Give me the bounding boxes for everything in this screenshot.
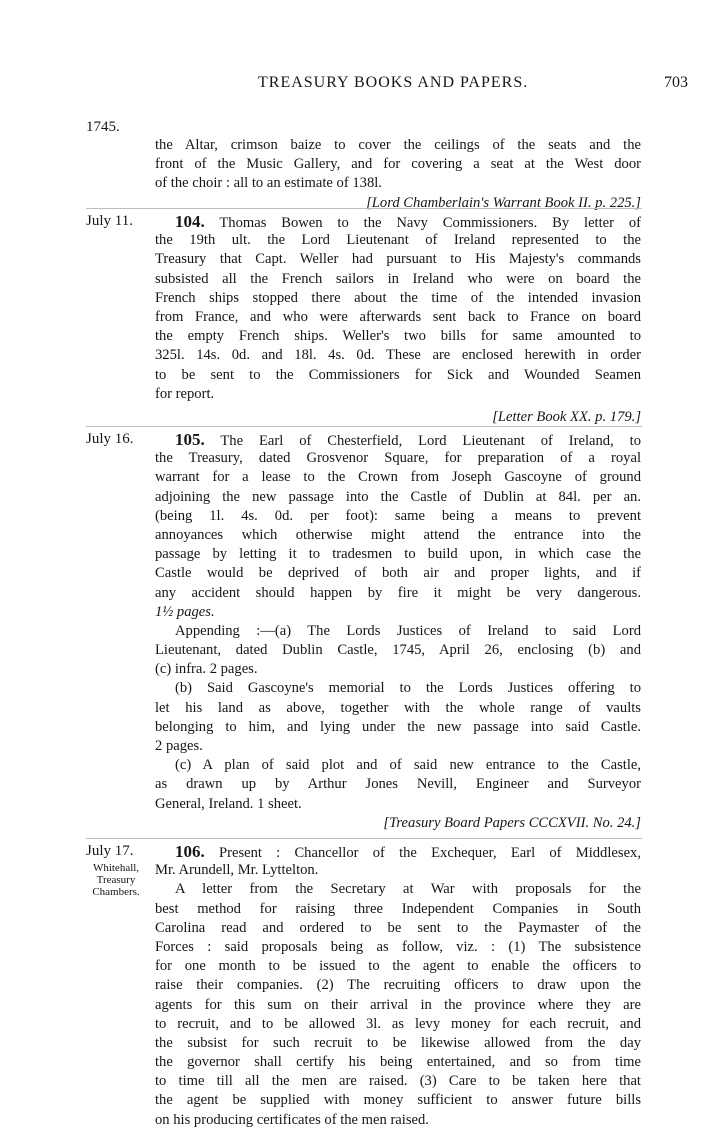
entry-104 bbox=[155, 212, 641, 427]
text-line: 106. Present : Chancellor of the Exchequer, Earl of Middlesex, bbox=[175, 842, 641, 861]
text-line: any accident should happen by fire it might be very dangerous. bbox=[155, 584, 641, 601]
text-line: from France, and who were afterwards sent back to France on board bbox=[155, 308, 641, 325]
text-line: as drawn up by Arthur Jones Nevill, Engineer and Surveyor bbox=[155, 776, 641, 793]
text-line: for one month to be issued to the agent to enable the officers to bbox=[155, 958, 641, 975]
citation: [Letter Book XX. p. 179.] bbox=[492, 408, 641, 425]
page-number: 703 bbox=[664, 74, 688, 91]
text-line: Mr. Arundell, Mr. Lyttelton. bbox=[155, 862, 319, 879]
entry-105 bbox=[155, 430, 641, 833]
page-header bbox=[0, 74, 722, 98]
entry-divider bbox=[86, 208, 642, 209]
margin-year: 1745. bbox=[86, 119, 120, 135]
text-line: front of the Music Gallery, and for covering a seat at the West door bbox=[155, 156, 641, 173]
text-line: to time till all the men are raised. (3) Care to be taken here that bbox=[155, 1073, 641, 1090]
text-line: belonging to him, and lying under the new passage into said Castle. bbox=[155, 718, 641, 735]
text-line: the Altar, crimson baize to cover the ceilings of the seats and the bbox=[155, 137, 641, 153]
text-line: on his producing certificates of the men raised. bbox=[155, 1111, 429, 1128]
page-count: 1½ pages. bbox=[155, 603, 215, 620]
citation: [Lord Chamberlain's Warrant Book II. p. 225.] bbox=[366, 194, 641, 211]
text-line: (c) infra. 2 pages. bbox=[155, 661, 258, 678]
margin-date: July 16. bbox=[86, 431, 134, 447]
text-line: 325l. 14s. 0d. and 18l. 4s. 0d. These are enclosed herewith in order bbox=[155, 347, 641, 364]
entry-continuation bbox=[155, 136, 641, 213]
text-line: best method for raising three Independent Companies in South bbox=[155, 900, 641, 917]
text-line: the empty French ships. Weller's two bills for same amounted to bbox=[155, 328, 641, 345]
text-line: A letter from the Secretary at War with proposals for the bbox=[175, 881, 641, 898]
text-line: the subsist for such recruit to be likewise allowed from the day bbox=[155, 1034, 641, 1051]
entry-divider bbox=[86, 838, 642, 839]
text-line: the governor shall certify his being entertained, and so from time bbox=[155, 1054, 641, 1071]
text-line: Appending :—(a) The Lords Justices of Ireland to said Lord bbox=[175, 622, 641, 639]
text-line: adjoining the new passage into the Castle of Dublin at 84l. per an. bbox=[155, 488, 641, 505]
text-line: 104. Thomas Bowen to the Navy Commissioners. By letter of bbox=[175, 212, 642, 231]
entry-divider bbox=[86, 426, 642, 427]
text-line: Castle would be deprived of both air and proper lights, and if bbox=[155, 565, 641, 582]
text-line: the 19th ult. the Lord Lieutenant of Ireland represented to the bbox=[155, 232, 641, 249]
text-line: Carolina read and ordered to be sent to the Paymaster of the bbox=[155, 919, 641, 936]
citation: [Treasury Board Papers CCCXVII. No. 24.] bbox=[383, 814, 641, 831]
margin-date-text: July 17. bbox=[86, 843, 134, 859]
text-line: for report. bbox=[155, 385, 215, 402]
margin-date bbox=[86, 842, 148, 861]
text-line: Forces : said proposals being as follow, viz. : (1) The subsistence bbox=[155, 938, 641, 955]
entry-number: 106. bbox=[175, 842, 205, 861]
entry-106 bbox=[155, 842, 641, 1130]
text-line: subsisted all the French sailors in Ireland who were on board the bbox=[155, 270, 641, 287]
text-line: raise their companies. (2) The recruiting officers to draw upon the bbox=[155, 977, 641, 994]
text-line: passage by letting it to tradesmen to build upon, in which case the bbox=[155, 546, 641, 563]
margin-place-line: Chambers. bbox=[92, 886, 140, 898]
text-line: let his land as above, together with the whole range of vaults bbox=[155, 699, 641, 716]
text-line: 2 pages. bbox=[155, 738, 203, 754]
running-title: TREASURY BOOKS AND PAPERS. bbox=[258, 74, 529, 91]
text-line: the Treasury, dated Grosvenor Square, for preparation of a royal bbox=[155, 450, 641, 467]
text-line: Lieutenant, dated Dublin Castle, 1745, April 26, enclosing (b) and bbox=[155, 642, 641, 659]
text-line: French ships stopped there about the time of the intended invasion bbox=[155, 289, 641, 306]
margin-place bbox=[86, 862, 146, 898]
text-line: of the choir : all to an estimate of 138l. bbox=[155, 175, 382, 192]
text-line: to be sent to the Commissioners for Sick and Wounded Seamen bbox=[155, 366, 641, 383]
text-line: agents for this sum on their arrival in the province where they are bbox=[155, 996, 641, 1013]
text-line: (being 1l. 4s. 0d. per foot): same being a means to prevent bbox=[155, 507, 641, 524]
margin-date: July 11. bbox=[86, 213, 133, 229]
text-line: (b) Said Gascoyne's memorial to the Lords Justices offering to bbox=[175, 680, 641, 697]
text-line: the agent be supplied with money sufficient to answer future bills bbox=[155, 1092, 641, 1109]
text-line: Treasury that Capt. Weller had pursuant to His Majesty's commands bbox=[155, 251, 641, 268]
margin-place-line: Whitehall, bbox=[92, 862, 140, 874]
text-line: General, Ireland. 1 sheet. bbox=[155, 795, 302, 812]
text-line: warrant for a lease to the Crown from Joseph Gascoyne of ground bbox=[155, 469, 641, 486]
entry-number: 105. bbox=[175, 430, 205, 449]
text-line: to recruit, and to be allowed 3l. as levy money for each recruit, and bbox=[155, 1015, 641, 1032]
entry-number: 104. bbox=[175, 212, 205, 231]
text-line: annoyances which otherwise might attend the entrance into the bbox=[155, 526, 641, 543]
text-line: 105. The Earl of Chesterfield, Lord Lieutenant of Ireland, to bbox=[175, 430, 641, 449]
text-line: (c) A plan of said plot and of said new entrance to the Castle, bbox=[175, 757, 641, 774]
margin-place-line: Treasury bbox=[96, 874, 136, 886]
